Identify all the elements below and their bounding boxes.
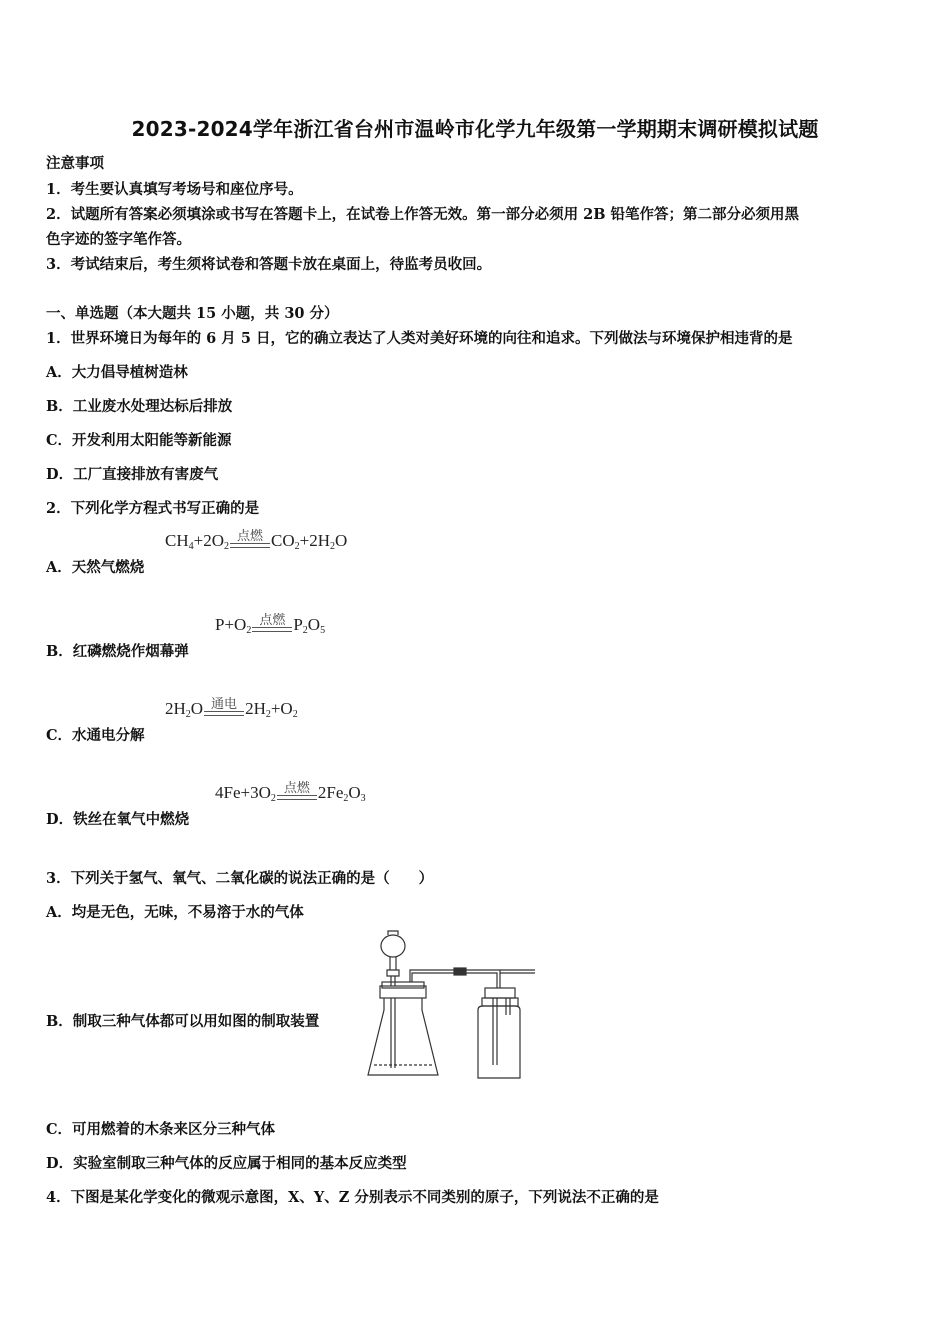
q1-option-d: D．工厂直接排放有害废气 [46,466,219,483]
equation-d: $4Fe+3O_2$ 点燃 $2Fe_2O_3$ [215,780,366,804]
q1-option-a: A．大力倡导植树造林 [46,364,188,381]
reaction-condition: 点燃 [236,528,263,543]
notice-item: 2．试题所有答案必须填涂或书写在答题卡上，在试卷上作答无效。第一部分必须用 2B 铅笔作答；第二部分必须用黑 [46,206,800,223]
equation-b: $P+O_2$ 点燃 $P_2O_5$ [215,612,326,636]
q2-option-d: D．铁丝在氧气中燃烧 [46,811,190,828]
q2-option-b: B．红磷燃烧作烟幕弹 [46,643,189,660]
notice-heading: 注意事项 [46,155,104,172]
q3-option-c: C．可用燃着的木条来区分三种气体 [46,1121,276,1138]
reaction-condition: 通电 [211,696,238,711]
q2-option-a: A．天然气燃烧 [46,559,145,576]
notice-item: 1．考生要认真填写考场号和座位序号。 [46,181,303,198]
reaction-condition: 点燃 [283,780,310,795]
q3-option-b: B．制取三种气体都可以用如图的制取装置 [46,1013,320,1030]
page-title: 2023-2024学年浙江省台州市温岭市化学九年级第一学期期末调研模拟试题 [131,117,819,141]
q1-option-b: B．工业废水处理达标后排放 [46,398,233,415]
question-3-stem: 3．下列关于氢气、氧气、二氧化碳的说法正确的是（ ） [46,870,434,887]
question-2-stem: 2．下列化学方程式书写正确的是 [46,500,260,517]
equation-a: $CH_4+2O_2$ 点燃 $CO_2+2H_2O$ [165,528,348,552]
notice-item: 色字迹的签字笔作答。 [46,231,191,248]
q1-option-c: C．开发利用太阳能等新能源 [46,432,232,449]
question-4-stem: 4．下图是某化学变化的微观示意图，X、Y、Z 分别表示不同类别的原子，下列说法不正确的是 [46,1189,659,1206]
q3-option-a: A．均是无色，无味，不易溶于水的气体 [46,904,304,921]
reaction-condition: 点燃 [259,612,286,627]
question-1-stem: 1．世界环境日为每年的 6 月 5 日，它的确立表达了人类对美好环境的向往和追求。下列做法与环境保护相违背的是 [46,330,793,347]
section-heading: 一、单选题（本大题共 15 小题，共 30 分） [46,305,339,322]
q2-option-c: C．水通电分解 [46,727,145,744]
equation-c: $2H_2O$ 通电 $2H_2+O_2$ [165,696,298,720]
q3-option-d: D．实验室制取三种气体的反应属于相同的基本反应类型 [46,1155,407,1172]
gas-apparatus-illustration [360,930,540,1085]
notice-item: 3．考试结束后，考生须将试卷和答题卡放在桌面上，待监考员收回。 [46,256,492,273]
